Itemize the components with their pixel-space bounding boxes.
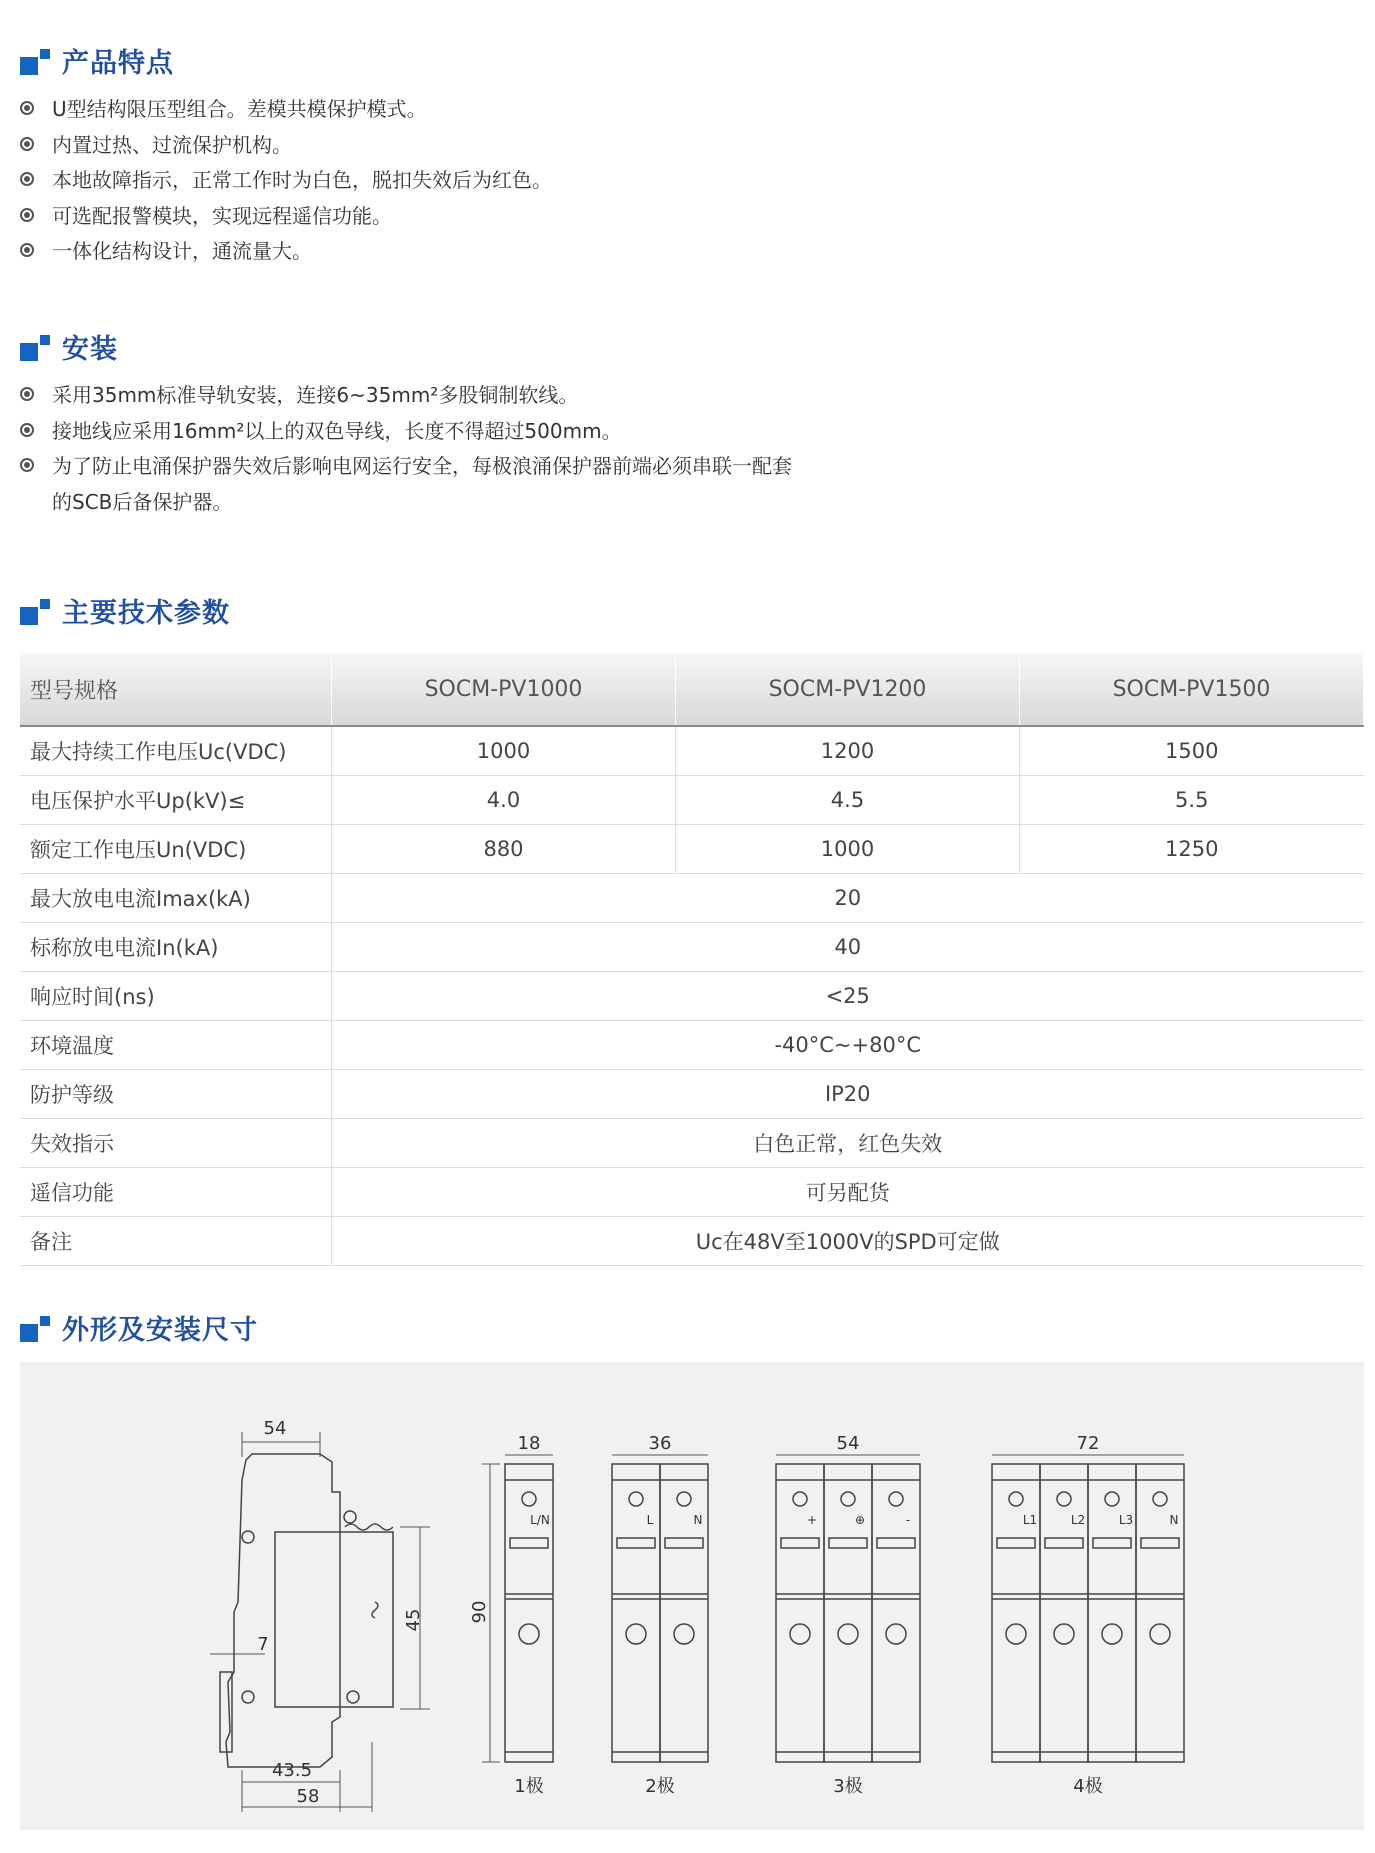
list-item: 本地故障指示，正常工作时为白色，脱扣失效后为红色。 [20, 163, 552, 199]
table-row [20, 1119, 1364, 1168]
terminal-label: N [693, 1513, 703, 1527]
list-item: 一体化结构设计，通流量大。 [20, 234, 552, 270]
row-label: 失效指示 [20, 1119, 332, 1168]
column-header: 型号规格 [20, 653, 332, 726]
pole-caption: 2极 [645, 1776, 675, 1797]
features-title: 产品特点 [62, 47, 174, 79]
pole-width-label: 36 [648, 1433, 672, 1454]
table-row [20, 923, 1364, 972]
dimension-drawing-panel [20, 1362, 1364, 1830]
pole-module-2 [612, 1464, 708, 1762]
circle-bullet-icon [20, 208, 34, 222]
table-row [20, 874, 1364, 923]
square-bullet-icon [20, 1312, 50, 1342]
params-title: 主要技术参数 [62, 597, 230, 629]
pole-module-4 [992, 1464, 1184, 1762]
dim-label-90: 90 [469, 1600, 490, 1624]
row-label: 防护等级 [20, 1070, 332, 1119]
terminal-label: L/N [530, 1513, 550, 1527]
row-label: 额定工作电压Un(VDC) [20, 825, 332, 874]
circle-bullet-icon [20, 423, 34, 437]
list-item: 可选配报警模块，实现远程遥信功能。 [20, 199, 552, 235]
table-row [20, 1217, 1364, 1266]
dim-label-45: 45 [403, 1608, 424, 1632]
list-item: 接地线应采用16mm²以上的双色导线，长度不得超过500mm。 [20, 414, 792, 450]
pole-width-label: 54 [836, 1433, 860, 1454]
square-bullet-icon [20, 331, 50, 361]
table-cell: 20 [332, 874, 1364, 923]
table-cell: IP20 [332, 1070, 1364, 1119]
table-row [20, 972, 1364, 1021]
dim-label-58: 58 [296, 1786, 320, 1807]
table-cell: 4.5 [676, 776, 1020, 825]
circle-bullet-icon [20, 387, 34, 401]
pole-caption: 1极 [514, 1776, 544, 1797]
install-heading [20, 326, 118, 366]
terminal-label: ⊕ [854, 1513, 866, 1527]
terminal-label: N [1169, 1513, 1179, 1527]
circle-bullet-icon [20, 137, 34, 151]
row-label: 响应时间(ns) [20, 972, 332, 1021]
spec-table [20, 653, 1364, 1266]
table-cell: <25 [332, 972, 1364, 1021]
pole-caption: 4极 [1073, 1776, 1103, 1797]
table-cell: 880 [332, 825, 676, 874]
table-cell: 5.5 [1020, 776, 1364, 825]
row-label: 备注 [20, 1217, 332, 1266]
row-label: 电压保护水平Up(kV)≤ [20, 776, 332, 825]
table-cell: -40°C~+80°C [332, 1021, 1364, 1070]
dim-label-54: 54 [263, 1418, 287, 1439]
dim-label-7: 7 [257, 1634, 269, 1655]
table-cell: 可另配货 [332, 1168, 1364, 1217]
pole-width-label: 18 [517, 1433, 541, 1454]
row-label: 环境温度 [20, 1021, 332, 1070]
pole-caption: 3极 [833, 1776, 863, 1797]
install-list [20, 378, 792, 520]
features-heading [20, 40, 174, 80]
column-header: SOCM-PV1000 [332, 653, 676, 726]
table-cell: 1250 [1020, 825, 1364, 874]
dim-label-43-5: 43.5 [271, 1760, 313, 1781]
pole-module-1 [505, 1464, 553, 1762]
row-label: 标称放电电流In(kA) [20, 923, 332, 972]
install-title: 安装 [62, 333, 118, 365]
table-row [20, 1070, 1364, 1119]
pole-module-3 [776, 1464, 920, 1762]
table-row [20, 776, 1364, 825]
params-heading [20, 590, 230, 630]
table-cell: 1500 [1020, 726, 1364, 776]
row-label: 最大放电电流Imax(kA) [20, 874, 332, 923]
terminal-label: L3 [1118, 1513, 1134, 1527]
column-header: SOCM-PV1500 [1020, 653, 1364, 726]
row-label: 遥信功能 [20, 1168, 332, 1217]
table-row [20, 726, 1364, 776]
table-cell: 1000 [332, 726, 676, 776]
terminal-label: L2 [1070, 1513, 1086, 1527]
table-header-row [20, 653, 1364, 726]
table-cell: 40 [332, 923, 1364, 972]
list-item: 采用35mm标准导轨安装，连接6~35mm²多股铜制软线。 [20, 378, 792, 414]
list-item-continuation: 的SCB后备保护器。 [52, 489, 233, 514]
circle-bullet-icon [20, 101, 34, 115]
terminal-label: + [806, 1513, 818, 1527]
circle-bullet-icon [20, 458, 34, 472]
dimensions-title: 外形及安装尺寸 [62, 1314, 258, 1346]
row-label: 最大持续工作电压Uc(VDC) [20, 726, 332, 776]
square-bullet-icon [20, 45, 50, 75]
terminal-label: L [646, 1513, 654, 1527]
table-cell: 1200 [676, 726, 1020, 776]
list-item: 内置过热、过流保护机构。 [20, 128, 552, 164]
circle-bullet-icon [20, 243, 34, 257]
square-bullet-icon [20, 595, 50, 625]
pole-width-label: 72 [1076, 1433, 1100, 1454]
table-cell: 1000 [676, 825, 1020, 874]
dimension-drawing [20, 1362, 1364, 1830]
terminal-label: - [905, 1513, 911, 1527]
features-list [20, 92, 552, 270]
list-item: 为了防止电涌保护器失效后影响电网运行安全，每极浪涌保护器前端必须串联一配套 的SCB后备保护器。 [20, 449, 792, 520]
table-row [20, 825, 1364, 874]
table-cell: 4.0 [332, 776, 676, 825]
table-cell: Uc在48V至1000V的SPD可定做 [332, 1217, 1364, 1266]
circle-bullet-icon [20, 172, 34, 186]
dimensions-heading [20, 1307, 258, 1347]
table-cell: 白色正常，红色失效 [332, 1119, 1364, 1168]
table-row [20, 1021, 1364, 1070]
table-row [20, 1168, 1364, 1217]
list-item: U型结构限压型组合。差模共模保护模式。 [20, 92, 552, 128]
column-header: SOCM-PV1200 [676, 653, 1020, 726]
terminal-label: L1 [1022, 1513, 1038, 1527]
side-view-outline [220, 1454, 393, 1767]
